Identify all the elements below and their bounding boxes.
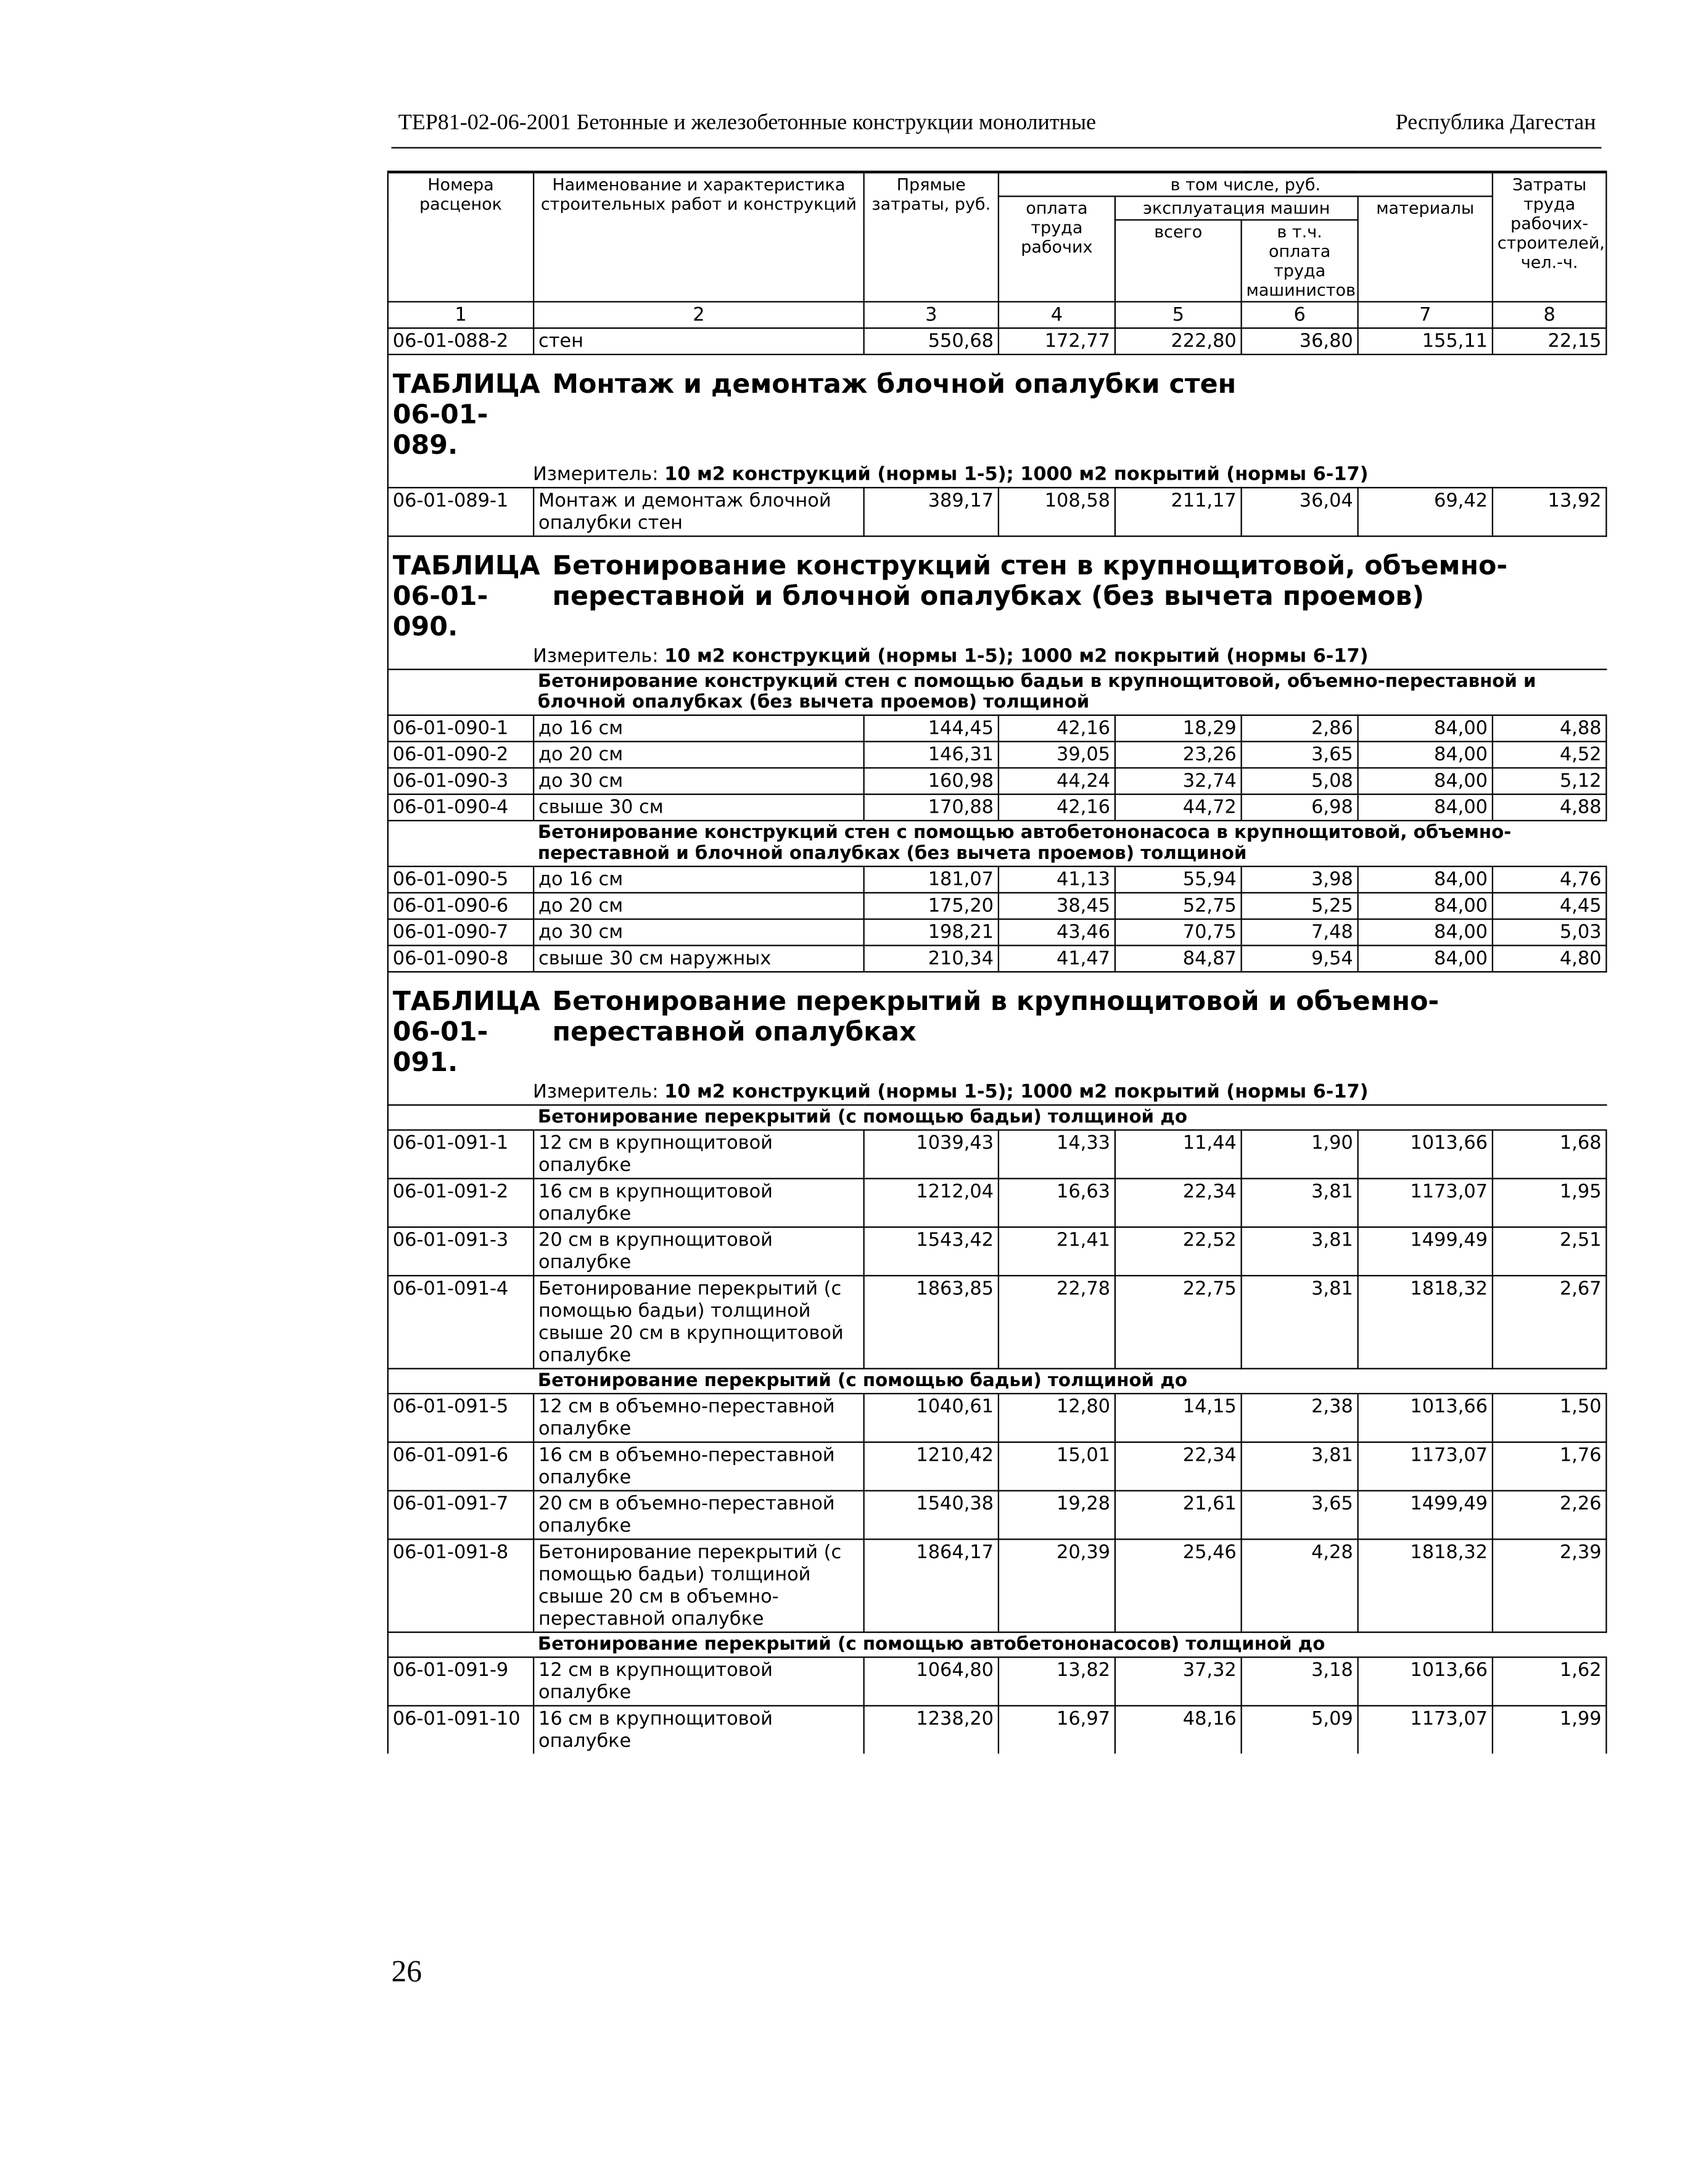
- labor-pay: 20,39: [999, 1539, 1115, 1632]
- machine-total: 23,26: [1115, 742, 1242, 768]
- rate-code: 06-01-088-2: [388, 328, 534, 355]
- machine-total: 32,74: [1115, 768, 1242, 794]
- labor-pay: 22,78: [999, 1276, 1115, 1369]
- machine-total: 84,87: [1115, 945, 1242, 972]
- machinist-pay: 3,18: [1242, 1657, 1358, 1706]
- table-row: [388, 1130, 1607, 1179]
- machine-total: 11,44: [1115, 1130, 1242, 1179]
- table-row: [388, 945, 1607, 972]
- materials-cost: 84,00: [1358, 919, 1493, 946]
- labor-hours: 4,88: [1493, 715, 1607, 742]
- subsection-row: [388, 1105, 1607, 1130]
- machinist-pay: 3,81: [1242, 1276, 1358, 1369]
- measure-row: [388, 462, 1607, 488]
- direct-cost: 550,68: [864, 328, 999, 355]
- materials-cost: 84,00: [1358, 893, 1493, 919]
- table-row: [388, 1276, 1607, 1369]
- labor-hours: 1,76: [1493, 1442, 1607, 1491]
- labor-hours: 2,67: [1493, 1276, 1607, 1369]
- header-rule: [392, 147, 1602, 149]
- work-name: Бетонирование перекрытий (с помощью бадьи) толщиной свыше 20 см в объемно-переставной опалубке: [534, 1539, 864, 1632]
- direct-cost: 1238,20: [864, 1706, 999, 1754]
- materials-cost: 84,00: [1358, 768, 1493, 794]
- labor-pay: 21,41: [999, 1227, 1115, 1276]
- labor-hours: 13,92: [1493, 488, 1607, 536]
- direct-cost: 1210,42: [864, 1442, 999, 1491]
- measure-prefix: Измеритель:: [533, 645, 659, 668]
- machinist-pay: 3,98: [1242, 866, 1358, 893]
- machinist-pay: 7,48: [1242, 919, 1358, 946]
- labor-pay: 12,80: [999, 1394, 1115, 1442]
- machinist-pay: 3,81: [1242, 1178, 1358, 1227]
- labor-hours: 1,62: [1493, 1657, 1607, 1706]
- machinist-pay: 36,04: [1242, 488, 1358, 536]
- table-title-row: [388, 536, 1607, 644]
- table-row: [388, 794, 1607, 821]
- rate-code: 06-01-090-6: [388, 893, 534, 919]
- direct-cost: 1864,17: [864, 1539, 999, 1632]
- col-number: 4: [999, 302, 1115, 328]
- labor-hours: 2,26: [1493, 1491, 1607, 1540]
- labor-hours: 22,15: [1493, 328, 1607, 355]
- machine-total: 22,34: [1115, 1178, 1242, 1227]
- machine-total: 211,17: [1115, 488, 1242, 536]
- machinist-pay: 6,98: [1242, 794, 1358, 821]
- table-row: [388, 488, 1607, 536]
- work-name: 20 см в крупнощитовой опалубке: [534, 1227, 864, 1276]
- materials-cost: 84,00: [1358, 945, 1493, 972]
- work-name: 16 см в крупнощитовой опалубке: [534, 1706, 864, 1754]
- direct-cost: 1540,38: [864, 1491, 999, 1540]
- labor-hours: 1,95: [1493, 1178, 1607, 1227]
- machine-total: 52,75: [1115, 893, 1242, 919]
- machine-total: 22,52: [1115, 1227, 1242, 1276]
- materials-cost: 69,42: [1358, 488, 1493, 536]
- labor-hours: 1,50: [1493, 1394, 1607, 1442]
- labor-pay: 19,28: [999, 1491, 1115, 1540]
- work-name: 12 см в крупнощитовой опалубке: [534, 1657, 864, 1706]
- col-header-name: Наименование и характеристика строительных работ и конструкций: [534, 172, 864, 302]
- col-number: 8: [1493, 302, 1607, 328]
- materials-cost: 1013,66: [1358, 1657, 1493, 1706]
- direct-cost: 144,45: [864, 715, 999, 742]
- rate-code: 06-01-091-2: [388, 1178, 534, 1227]
- measure-unit: 10 м2 конструкций (нормы 1-5); 1000 м2 покрытий (нормы 6-17): [664, 1080, 1369, 1103]
- machine-total: 222,80: [1115, 328, 1242, 355]
- table-row: [388, 715, 1607, 742]
- materials-cost: 84,00: [1358, 742, 1493, 768]
- rate-code: 06-01-090-3: [388, 768, 534, 794]
- machine-total: 48,16: [1115, 1706, 1242, 1754]
- col-number: 2: [534, 302, 864, 328]
- col-number: 6: [1242, 302, 1358, 328]
- machinist-pay: 5,08: [1242, 768, 1358, 794]
- work-name: 12 см в объемно-переставной опалубке: [534, 1394, 864, 1442]
- labor-pay: 42,16: [999, 715, 1115, 742]
- materials-cost: 1173,07: [1358, 1178, 1493, 1227]
- machinist-pay: 2,86: [1242, 715, 1358, 742]
- table-title-row: [388, 355, 1607, 462]
- work-name: стен: [534, 328, 864, 355]
- direct-cost: 210,34: [864, 945, 999, 972]
- machinist-pay: 9,54: [1242, 945, 1358, 972]
- machine-total: 25,46: [1115, 1539, 1242, 1632]
- machinist-pay: 3,81: [1242, 1227, 1358, 1276]
- direct-cost: 1040,61: [864, 1394, 999, 1442]
- labor-pay: 14,33: [999, 1130, 1115, 1179]
- col-header-materials: материалы: [1358, 196, 1493, 302]
- table-row: [388, 1227, 1607, 1276]
- rate-code: 06-01-091-10: [388, 1706, 534, 1754]
- machine-total: 44,72: [1115, 794, 1242, 821]
- labor-pay: 43,46: [999, 919, 1115, 946]
- table-row: [388, 893, 1607, 919]
- work-name: 16 см в крупнощитовой опалубке: [534, 1178, 864, 1227]
- col-header-direct: Прямые затраты, руб.: [864, 172, 999, 302]
- machinist-pay: 4,28: [1242, 1539, 1358, 1632]
- table-title: Бетонирование конструкций стен в крупнощитовой, объемно-переставной и блочной опалубках (без вычета проемов): [552, 551, 1508, 612]
- measure-row: [388, 644, 1607, 670]
- table-row: [388, 768, 1607, 794]
- materials-cost: 1499,49: [1358, 1227, 1493, 1276]
- work-name: до 16 см: [534, 866, 864, 893]
- table-row: [388, 866, 1607, 893]
- work-name: 16 см в объемно-переставной опалубке: [534, 1442, 864, 1491]
- machine-total: 22,34: [1115, 1442, 1242, 1491]
- col-number: 7: [1358, 302, 1493, 328]
- table-title: Монтаж и демонтаж блочной опалубки стен: [552, 369, 1237, 400]
- materials-cost: 1013,66: [1358, 1130, 1493, 1179]
- labor-hours: 1,99: [1493, 1706, 1607, 1754]
- machinist-pay: 3,65: [1242, 742, 1358, 768]
- labor-pay: 172,77: [999, 328, 1115, 355]
- machine-total: 14,15: [1115, 1394, 1242, 1442]
- machinist-pay: 1,90: [1242, 1130, 1358, 1179]
- rate-code: 06-01-090-2: [388, 742, 534, 768]
- direct-cost: 1064,80: [864, 1657, 999, 1706]
- rate-code: 06-01-091-3: [388, 1227, 534, 1276]
- col-number: 1: [388, 302, 534, 328]
- labor-hours: 2,39: [1493, 1539, 1607, 1632]
- running-header-title: ТЕР81-02-06-2001 Бетонные и железобетонные конструкции монолитные: [398, 111, 1097, 135]
- machine-total: 18,29: [1115, 715, 1242, 742]
- machine-total: 70,75: [1115, 919, 1242, 946]
- table-row: [388, 1657, 1607, 1706]
- labor-pay: 44,24: [999, 768, 1115, 794]
- labor-hours: 5,12: [1493, 768, 1607, 794]
- measure-prefix: Измеритель:: [533, 463, 659, 486]
- direct-cost: 170,88: [864, 794, 999, 821]
- machinist-pay: 5,09: [1242, 1706, 1358, 1754]
- labor-hours: 4,88: [1493, 794, 1607, 821]
- direct-cost: 175,20: [864, 893, 999, 919]
- subsection-row: [388, 821, 1607, 866]
- machine-total: 21,61: [1115, 1491, 1242, 1540]
- direct-cost: 181,07: [864, 866, 999, 893]
- table-label: ТАБЛИЦА 06-01-089.: [392, 369, 540, 461]
- materials-cost: 1013,66: [1358, 1394, 1493, 1442]
- labor-hours: 4,76: [1493, 866, 1607, 893]
- table-row: [388, 919, 1607, 946]
- table-row: [388, 328, 1607, 355]
- rate-code: 06-01-091-7: [388, 1491, 534, 1540]
- labor-pay: 13,82: [999, 1657, 1115, 1706]
- rate-code: 06-01-091-4: [388, 1276, 534, 1369]
- subsection-heading: Бетонирование конструкций стен с помощью бадьи в крупнощитовой, объемно-переставной и блочной опалубках (без вычета проемов) толщиной: [534, 670, 1606, 715]
- table-label: ТАБЛИЦА 06-01-091.: [392, 986, 540, 1078]
- table-label: ТАБЛИЦА 06-01-090.: [392, 551, 540, 642]
- direct-cost: 198,21: [864, 919, 999, 946]
- rate-code: 06-01-090-8: [388, 945, 534, 972]
- direct-cost: 146,31: [864, 742, 999, 768]
- direct-cost: 160,98: [864, 768, 999, 794]
- labor-hours: 4,45: [1493, 893, 1607, 919]
- labor-pay: 41,13: [999, 866, 1115, 893]
- work-name: до 20 см: [534, 742, 864, 768]
- work-name: Бетонирование перекрытий (с помощью бадьи) толщиной свыше 20 см в крупнощитовой опалубке: [534, 1276, 864, 1369]
- machinist-pay: 3,81: [1242, 1442, 1358, 1491]
- col-header-code: Номера расценок: [388, 172, 534, 302]
- table-row: [388, 1178, 1607, 1227]
- col-header-mach-total: всего: [1115, 220, 1242, 302]
- labor-pay: 15,01: [999, 1442, 1115, 1491]
- running-header-region: Республика Дагестан: [1395, 111, 1596, 135]
- table-row: [388, 1442, 1607, 1491]
- materials-cost: 155,11: [1358, 328, 1493, 355]
- direct-cost: 1039,43: [864, 1130, 999, 1179]
- labor-pay: 108,58: [999, 488, 1115, 536]
- direct-cost: 1212,04: [864, 1178, 999, 1227]
- materials-cost: 84,00: [1358, 794, 1493, 821]
- machinist-pay: 5,25: [1242, 893, 1358, 919]
- column-header-row-1: [388, 172, 1607, 196]
- col-header-labor: оплата труда рабочих: [999, 196, 1115, 302]
- materials-cost: 1173,07: [1358, 1706, 1493, 1754]
- labor-pay: 39,05: [999, 742, 1115, 768]
- labor-hours: 2,51: [1493, 1227, 1607, 1276]
- measure-row: [388, 1080, 1607, 1106]
- direct-cost: 389,17: [864, 488, 999, 536]
- table-title: Бетонирование перекрытий в крупнощитовой и объемно-переставной опалубках: [552, 986, 1440, 1048]
- materials-cost: 1499,49: [1358, 1491, 1493, 1540]
- machinist-pay: 2,38: [1242, 1394, 1358, 1442]
- rate-code: 06-01-090-1: [388, 715, 534, 742]
- table-row: [388, 1539, 1607, 1632]
- machine-total: 22,75: [1115, 1276, 1242, 1369]
- measure-unit: 10 м2 конструкций (нормы 1-5); 1000 м2 покрытий (нормы 6-17): [664, 645, 1369, 668]
- materials-cost: 1173,07: [1358, 1442, 1493, 1491]
- page-number: 26: [391, 1953, 422, 1989]
- rate-code: 06-01-089-1: [388, 488, 534, 536]
- col-header-machines: эксплуатация машин: [1115, 196, 1358, 220]
- subsection-row: [388, 670, 1607, 715]
- table-row: [388, 1491, 1607, 1540]
- rate-code: 06-01-091-6: [388, 1442, 534, 1491]
- labor-hours: 5,03: [1493, 919, 1607, 946]
- rate-code: 06-01-091-8: [388, 1539, 534, 1632]
- work-name: свыше 30 см: [534, 794, 864, 821]
- rate-code: 06-01-090-7: [388, 919, 534, 946]
- subsection-heading: Бетонирование конструкций стен с помощью автобетононасоса в крупнощитовой, объемно-переставной и блочной опалубках (без вычета проемов) толщиной: [534, 821, 1606, 866]
- rate-code: 06-01-090-4: [388, 794, 534, 821]
- direct-cost: 1863,85: [864, 1276, 999, 1369]
- work-name: до 20 см: [534, 893, 864, 919]
- col-number: 3: [864, 302, 999, 328]
- labor-pay: 16,97: [999, 1706, 1115, 1754]
- labor-pay: 41,47: [999, 945, 1115, 972]
- labor-pay: 16,63: [999, 1178, 1115, 1227]
- labor-pay: 38,45: [999, 893, 1115, 919]
- materials-cost: 84,00: [1358, 715, 1493, 742]
- labor-hours: 4,80: [1493, 945, 1607, 972]
- labor-hours: 1,68: [1493, 1130, 1607, 1179]
- subsection-heading: Бетонирование перекрытий (с помощью бадьи) толщиной до: [534, 1369, 1606, 1394]
- rate-code: 06-01-090-5: [388, 866, 534, 893]
- rate-code: 06-01-091-5: [388, 1394, 534, 1442]
- work-name: до 16 см: [534, 715, 864, 742]
- labor-hours: 4,52: [1493, 742, 1607, 768]
- rate-code: 06-01-091-1: [388, 1130, 534, 1179]
- rate-code: 06-01-091-9: [388, 1657, 534, 1706]
- col-number: 5: [1115, 302, 1242, 328]
- labor-pay: 42,16: [999, 794, 1115, 821]
- table-title-row: [388, 972, 1607, 1079]
- price-table: [387, 171, 1607, 1754]
- machine-total: 55,94: [1115, 866, 1242, 893]
- subsection-heading: Бетонирование перекрытий (с помощью автобетононасосов) толщиной до: [534, 1632, 1606, 1657]
- table-row: [388, 1706, 1607, 1754]
- subsection-heading: Бетонирование перекрытий (с помощью бадьи) толщиной до: [534, 1105, 1606, 1130]
- subsection-row: [388, 1369, 1607, 1394]
- machinist-pay: 3,65: [1242, 1491, 1358, 1540]
- col-header-labor-cost: Затраты труда рабочих-строителей, чел.-ч.: [1493, 172, 1607, 302]
- column-number-row: [388, 302, 1607, 328]
- measure-prefix: Измеритель:: [533, 1080, 659, 1103]
- work-name: 12 см в крупнощитовой опалубке: [534, 1130, 864, 1179]
- col-header-mach-incl: в т.ч. оплата труда машинистов: [1242, 220, 1358, 302]
- measure-unit: 10 м2 конструкций (нормы 1-5); 1000 м2 покрытий (нормы 6-17): [664, 463, 1369, 486]
- materials-cost: 84,00: [1358, 866, 1493, 893]
- subsection-row: [388, 1632, 1607, 1657]
- materials-cost: 1818,32: [1358, 1539, 1493, 1632]
- machinist-pay: 36,80: [1242, 328, 1358, 355]
- table-row: [388, 1394, 1607, 1442]
- table-row: [388, 742, 1607, 768]
- work-name: до 30 см: [534, 919, 864, 946]
- materials-cost: 1818,32: [1358, 1276, 1493, 1369]
- work-name: Монтаж и демонтаж блочной опалубки стен: [534, 488, 864, 536]
- work-name: 20 см в объемно-переставной опалубке: [534, 1491, 864, 1540]
- col-header-incl: в том числе, руб.: [999, 172, 1493, 196]
- direct-cost: 1543,42: [864, 1227, 999, 1276]
- machine-total: 37,32: [1115, 1657, 1242, 1706]
- work-name: до 30 см: [534, 768, 864, 794]
- work-name: свыше 30 см наружных: [534, 945, 864, 972]
